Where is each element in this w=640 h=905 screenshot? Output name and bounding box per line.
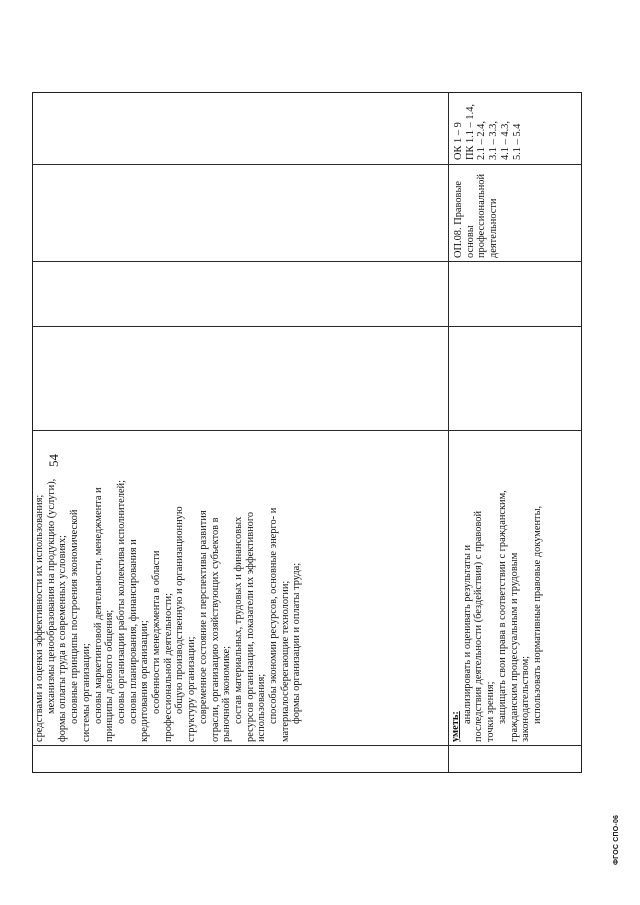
empty-cell-discipline [33, 165, 448, 262]
knowledge-line: кредитования организации; [139, 620, 151, 742]
competence-table [32, 92, 582, 773]
footer-code: ФГОС СПО-06 [613, 814, 620, 865]
empty-cell-hours [33, 327, 448, 431]
empty-cell-load [33, 262, 448, 327]
knowledge-line: защищать свои права в соответствии с гражданским, [496, 490, 508, 724]
empty-cell-hours [449, 327, 584, 431]
knowledge-line: структуру организации; [186, 636, 198, 742]
knowledge-line: основные принципы построения экономической [69, 509, 81, 724]
table-row-law [448, 93, 584, 772]
knowledge-line: формы организации и оплаты труда; [291, 562, 303, 724]
knowledge-cell [33, 431, 448, 746]
knowledge-line: современное состояние и перспективы развития [197, 510, 209, 724]
knowledge-line: основы планирования, финансирования и [127, 539, 139, 724]
column-rule [33, 430, 581, 431]
knowledge-line: гражданским процессуальным и трудовым [508, 552, 520, 742]
empty-cell-load [449, 262, 584, 327]
column-rule [33, 326, 581, 327]
knowledge-line: состав материальных, трудовых и финансовых [232, 516, 244, 724]
knowledge-line: использования; [256, 673, 268, 742]
knowledge-line: точки зрения; [485, 681, 497, 742]
knowledge-line: ресурсов организации, показатели их эффективного [244, 511, 256, 742]
knowledge-line: средствами и оценки эффективности их использования; [34, 494, 45, 742]
knowledge-line: анализировать и оценивать результаты и [461, 544, 473, 724]
knowledge-line: системы организации; [80, 643, 92, 742]
knowledge-line: основы организации работы коллектива исполнителей; [115, 479, 127, 724]
table-row-economics [33, 93, 448, 772]
knowledge-list [450, 434, 544, 742]
empty-cell-competences [33, 91, 448, 165]
knowledge-line: механизмы ценообразования на продукцию (услуги), [45, 478, 57, 714]
knowledge-line: рыночной экономике; [221, 646, 233, 742]
column-rule [33, 261, 581, 262]
column-rule [33, 164, 581, 165]
knowledge-line: последствия деятельности (бездействия) с правовой [473, 510, 485, 742]
knowledge-line: общую производственную и организационную [174, 506, 186, 714]
knowledge-line: уметь: [450, 711, 461, 742]
discipline-name-cell: ОП.08. Правовые основы профессиональной деятельности [453, 173, 500, 258]
knowledge-line: формы оплаты труда в современных условиях; [57, 535, 69, 742]
knowledge-line: способы экономии ресурсов, основные энерго- и [268, 507, 280, 724]
empty-cell-index [449, 746, 584, 772]
empty-cell-index [33, 746, 448, 772]
knowledge-line: принципы делового общения; [104, 609, 116, 742]
knowledge-line: особенности менеджмента в области [151, 550, 163, 714]
knowledge-cell [449, 431, 584, 746]
column-rule [33, 745, 581, 746]
knowledge-line: профессиональной деятельности; [162, 592, 174, 742]
page-number: 54 [46, 454, 61, 467]
knowledge-line: использовать нормативные правовые документы, [531, 505, 543, 724]
knowledge-list [34, 434, 303, 742]
knowledge-line: основы маркетинговой деятельности, менеджмента и [92, 487, 104, 724]
knowledge-line: законодательством; [520, 655, 532, 742]
competences-cell: ОК 1 – 9 ПК 1.1 – 1.4, 2.1 – 2.4, 3.1 – 3.3, 4.1 – 4.3, 5.1 – 5.4 [453, 104, 523, 160]
knowledge-line: отрасли, организацию хозяйствующих субъектов в [209, 517, 221, 742]
knowledge-line: материалосберегающие технологии; [279, 580, 291, 742]
